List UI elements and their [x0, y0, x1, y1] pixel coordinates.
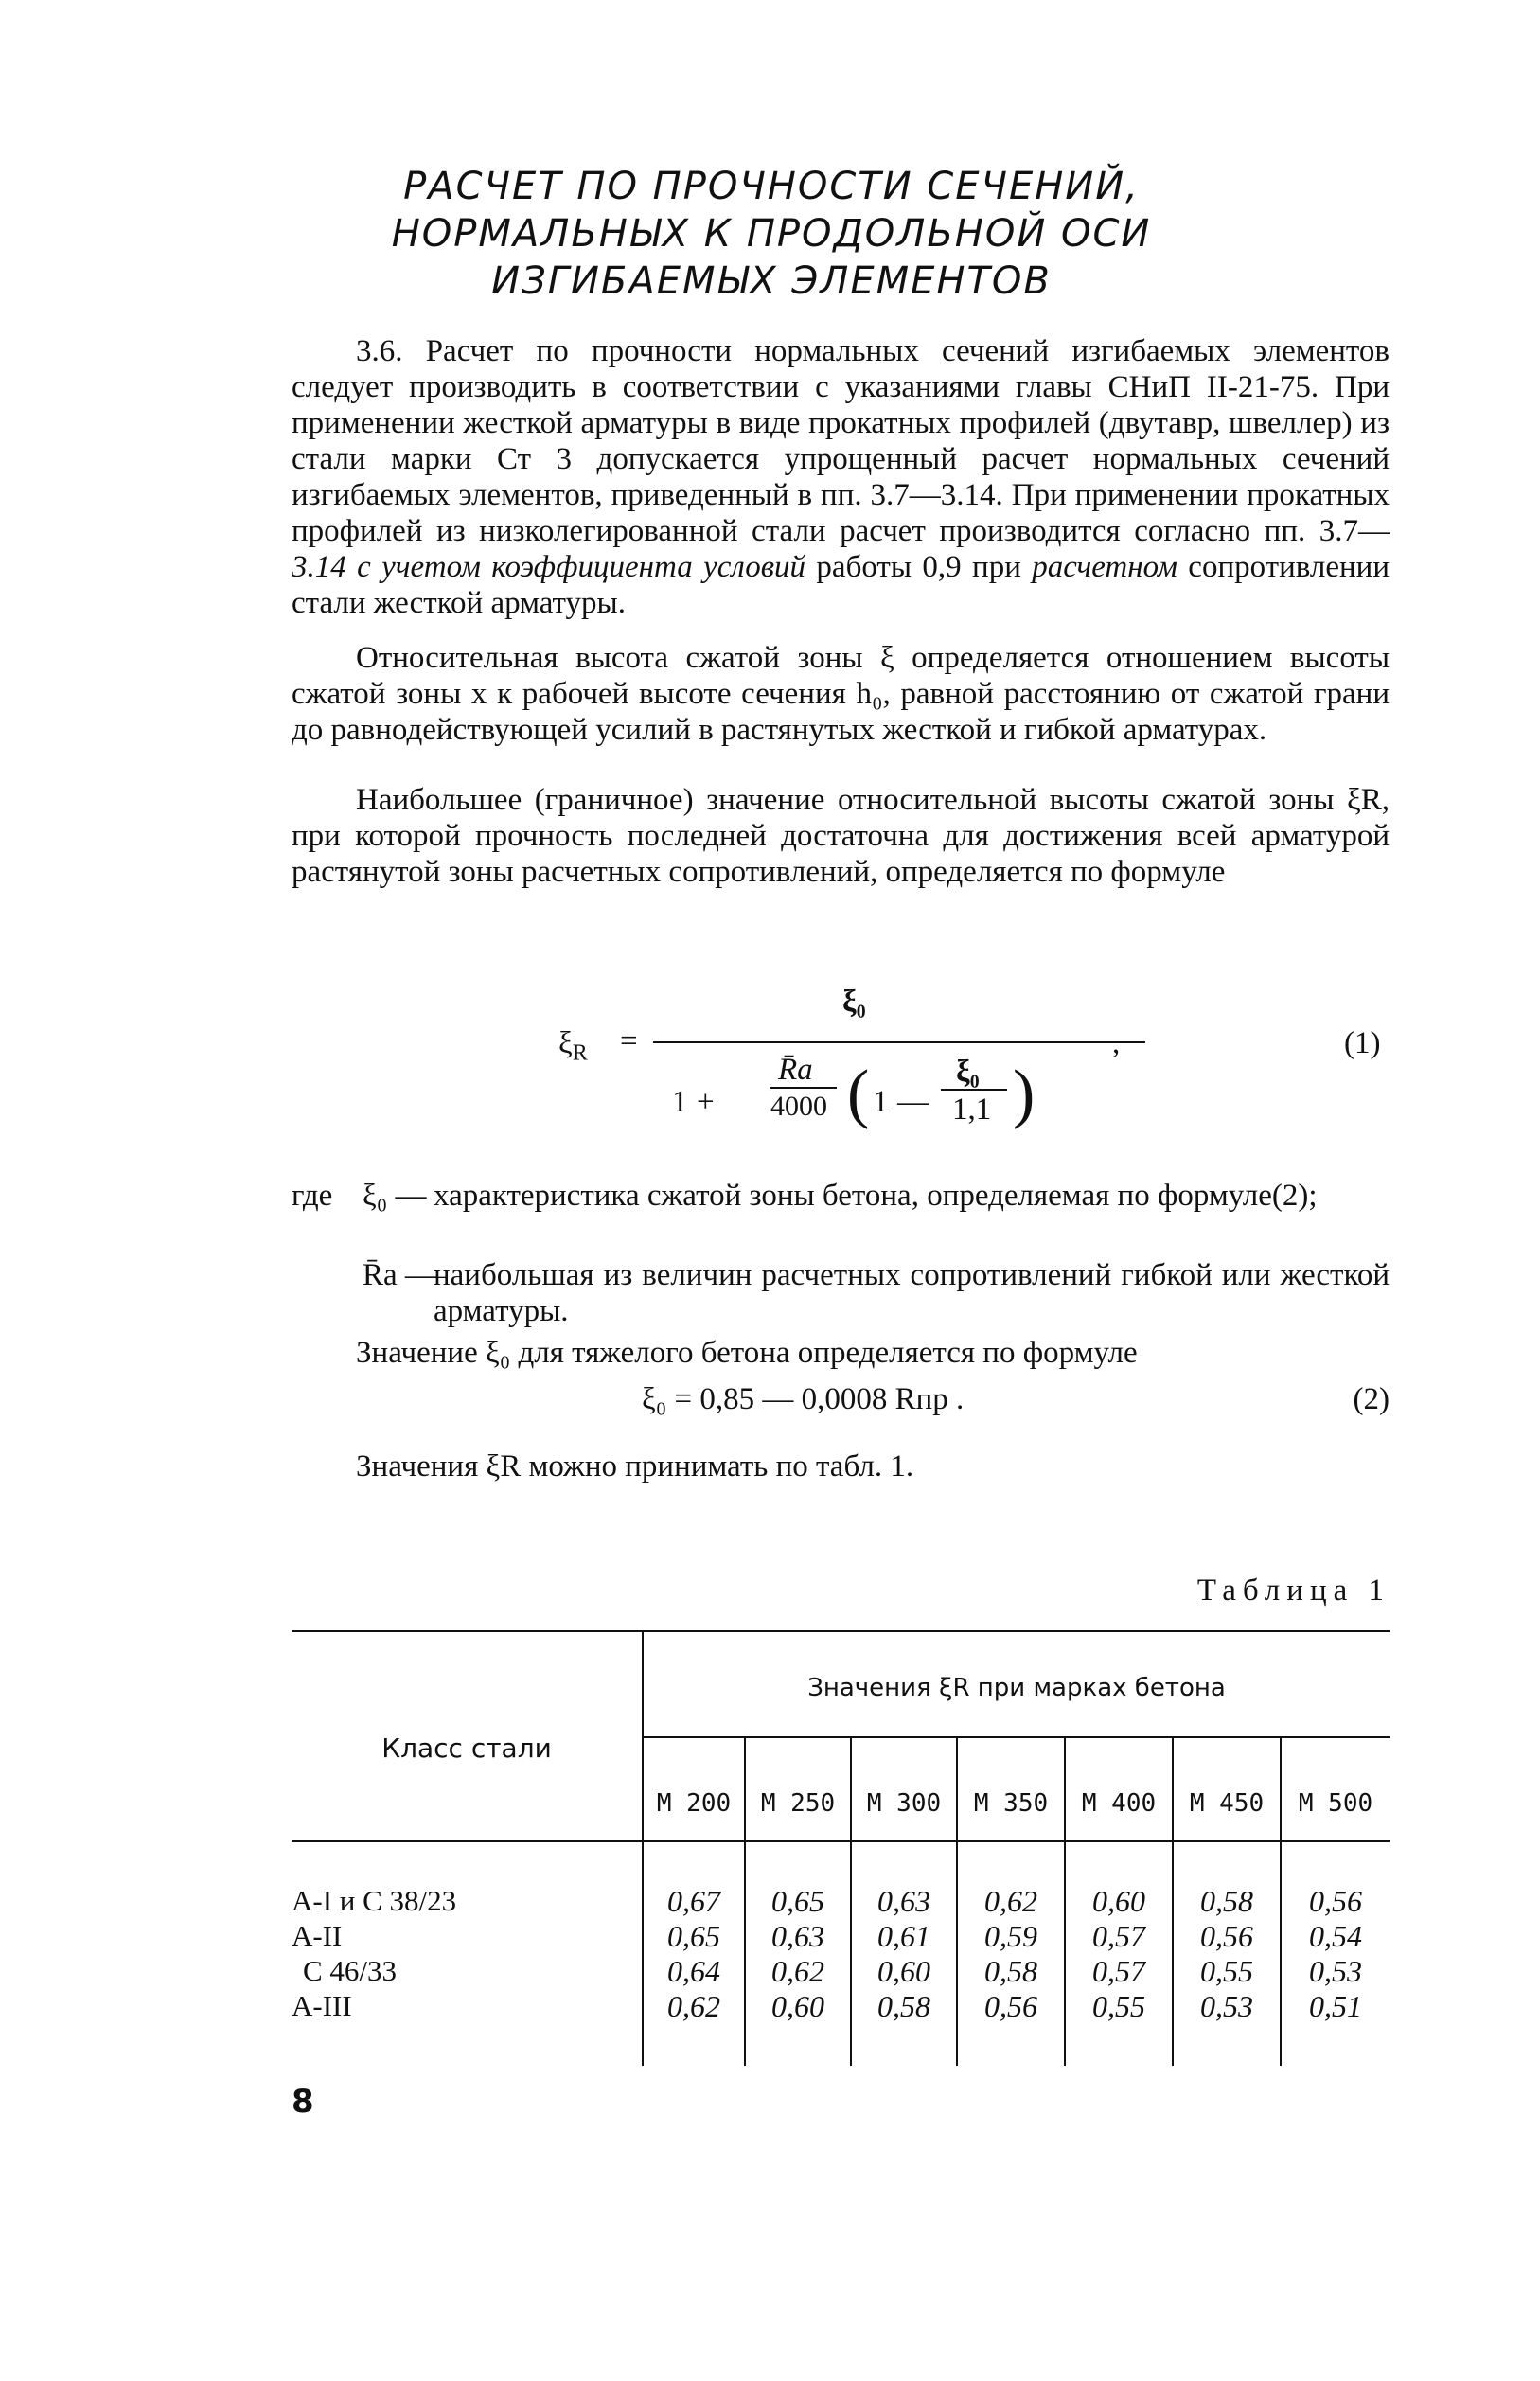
table-cell: 0,60	[771, 1989, 824, 2023]
formula1-fraction-line	[653, 1041, 1145, 1043]
formula1-denominator	[672, 1047, 1164, 1142]
formula1-left-paren: (	[847, 1057, 870, 1130]
formula1-xi0: ξ₀	[956, 1055, 980, 1089]
formula1-numerator: ξ₀	[842, 985, 866, 1019]
table-cell: 0,56	[984, 1989, 1037, 2023]
para1-text1: 3.6. Расчет по прочности нормальных сечений изгибаемых элементов следует производить в соответствии с указаниями главы СНиП II-21-75. При применении жесткой арматуры в виде прокатных профилей (двутавр, швеллер) из стали марки Ст 3 допускается упрощенный расчет нормальных сечений изгибаемых элементов, приведенный в пп. 3.7—3.14. При применении прокатных профилей из низколегированной стали расчет производится согласно пп. 3.7—	[292, 334, 1390, 548]
paragraph-3-6	[292, 333, 1390, 621]
table-grade-header: М 350	[973, 1789, 1049, 1818]
table-cell: 0,67	[667, 1884, 720, 1918]
table-grade-header: М 250	[760, 1789, 836, 1818]
table-grade-header: М 500	[1298, 1789, 1373, 1818]
table-header-rule	[292, 1840, 1390, 1842]
table-cell: 0,51	[1309, 1989, 1362, 2023]
table-header-group: Значения ξR при марках бетона	[807, 1674, 1226, 1702]
formula-1	[540, 985, 1391, 1136]
table-grade-header: М 400	[1081, 1789, 1157, 1818]
table-cell: 0,57	[1092, 1954, 1145, 1988]
table-1	[292, 1630, 1390, 2066]
table-cell: 0,62	[984, 1884, 1037, 1918]
table-cell: 0,58	[1200, 1884, 1253, 1918]
where-item2-symbol: R̄a —	[363, 1258, 436, 1292]
where-item1-symbol: ξ₀ —	[363, 1179, 427, 1213]
table-cell: 0,56	[1200, 1919, 1253, 1953]
formula2-number: (2)	[1353, 1382, 1390, 1416]
table-cell: 0,61	[877, 1919, 930, 1953]
table-cell: 0,57	[1092, 1919, 1145, 1953]
formula1-minus: —	[897, 1085, 929, 1119]
title-line-2: НОРМАЛЬНЫХ К ПРОДОЛЬНОЙ ОСИ	[391, 212, 1152, 256]
paragraph-xi0-value: Значение ξ₀ для тяжелого бетона определяется по формуле	[356, 1336, 1138, 1370]
table-row-label: А-II	[292, 1919, 343, 1952]
paragraph-relative-height: Относительная высота сжатой зоны ξ определяется отношением высоты сжатой зоны x к рабочей высоте сечения h₀, равной расстоянию от сжатой грани до равнодействующей усилий в растянутых жесткой и гибкой арматурах.	[292, 641, 1390, 747]
table-top-rule	[292, 1630, 1390, 1632]
where-item1-desc: характеристика сжатой зоны бетона, определяемая по формуле(2);	[434, 1179, 1318, 1213]
table-cell: 0,58	[984, 1954, 1037, 1988]
table-cell: 0,53	[1309, 1954, 1362, 1988]
formula1-comma: ,	[1112, 1026, 1121, 1060]
title-line-3: ИЗГИБАЕМЫХ ЭЛЕМЕНТОВ	[491, 259, 1052, 303]
table-grade-header: М 450	[1189, 1789, 1265, 1818]
table-cell: 0,53	[1200, 1989, 1253, 2023]
table-caption: Таблица 1	[1196, 1573, 1390, 1608]
table-cell: 0,62	[667, 1989, 720, 2023]
para1-text4: расчетном	[1032, 550, 1177, 584]
table-cell: 0,65	[771, 1884, 824, 1918]
table-cell: 0,64	[667, 1954, 720, 1988]
paragraph-boundary-value: Наибольшее (граничное) значение относительной высоты сжатой зоны ξR, при которой прочность последней достаточна для достижения всей арматурой растянутой зоны расчетных сопротивлений, определяется по формуле	[292, 783, 1390, 889]
table-cell: 0,59	[984, 1919, 1037, 1953]
table-cell: 0,63	[877, 1884, 930, 1918]
where-item2-desc: наибольшая из величин расчетных сопротивлений гибкой или жесткой арматуры.	[434, 1258, 1390, 1328]
paragraph-table-ref: Значения ξR можно принимать по табл. 1.	[356, 1449, 914, 1484]
formula1-plus: +	[697, 1085, 715, 1119]
table-cell: 0,65	[667, 1919, 720, 1953]
formula1-number: (1)	[1344, 1026, 1381, 1060]
table-grade-header: М 200	[656, 1789, 732, 1818]
formula1-xi-line	[941, 1089, 1007, 1091]
table-group-rule	[644, 1736, 1390, 1738]
table-row-label: А-I и С 38/23	[292, 1884, 457, 1917]
table-header-class: Класс стали	[381, 1732, 552, 1764]
table-cell: 0,55	[1092, 1989, 1145, 2023]
formula2-expression: ξ₀ = 0,85 — 0,0008 Rпр .	[642, 1382, 965, 1416]
formula1-one-inner: 1	[873, 1085, 889, 1119]
formula1-ra-line	[770, 1087, 837, 1089]
table-cell: 0,63	[771, 1919, 824, 1953]
formula1-4000: 4000	[770, 1091, 827, 1122]
table-row-label: А-III	[292, 1989, 352, 2022]
table-cell: 0,54	[1309, 1919, 1362, 1953]
table-cell: 0,62	[771, 1954, 824, 1988]
formula1-equals: =	[620, 1024, 638, 1058]
formula1-lhs: $\xi_R$	[558, 1026, 588, 1066]
table-grade-header: М 300	[866, 1789, 942, 1818]
table-row-label: С 46/33	[303, 1954, 398, 1987]
table-cell: 0,60	[1092, 1884, 1145, 1918]
table-cell: 0,56	[1309, 1884, 1362, 1918]
para1-text2: 3.14 с учетом коэффициента условий	[292, 550, 806, 584]
table-cell: 0,60	[877, 1954, 930, 1988]
formula1-1-1: 1,1	[952, 1093, 992, 1127]
para1-text3: работы 0,9 при	[805, 550, 1033, 584]
table-cell: 0,55	[1200, 1954, 1253, 1988]
section-title	[284, 163, 1259, 305]
formula1-one: 1	[672, 1085, 688, 1119]
where-lead: где	[292, 1179, 333, 1213]
page-number: 8	[292, 2083, 314, 2121]
formula1-ra: R̄a	[778, 1053, 813, 1087]
formula1-right-paren: )	[1013, 1057, 1036, 1130]
title-line-1: РАСЧЕТ ПО ПРОЧНОСТИ СЕЧЕНИЙ,	[403, 165, 1140, 208]
table-cell: 0,58	[877, 1989, 930, 2023]
para1-text5: сопротивлении стали жесткой арматуры.	[292, 550, 1390, 620]
